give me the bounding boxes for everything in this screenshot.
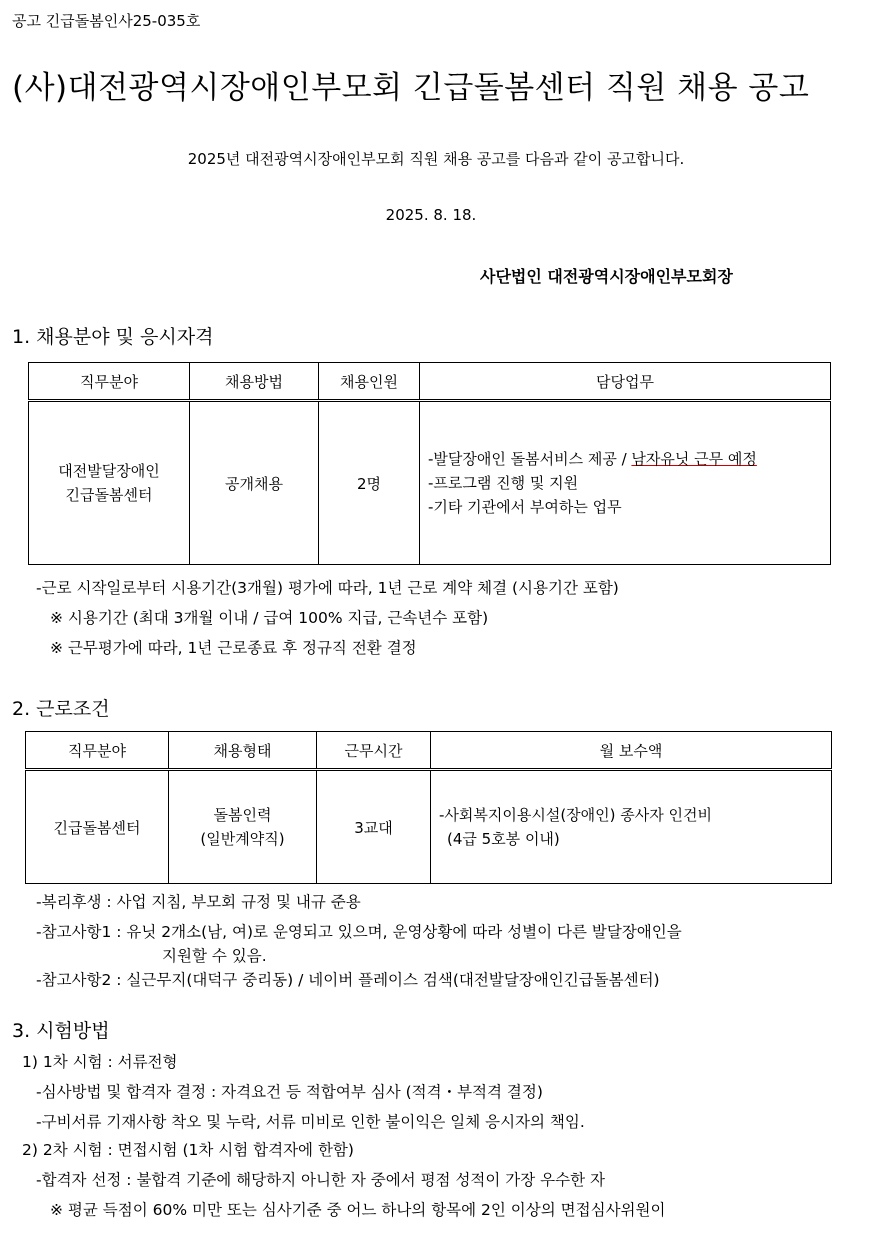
- duty-line2: -프로그램 진행 및 지원: [428, 474, 579, 492]
- duty1-emphasis: 남자유닛 근무 예정: [631, 450, 757, 468]
- count-cell: 2명: [319, 401, 420, 565]
- note-welfare: -복리후생 : 사업 지침, 부모회 규정 및 내규 준용: [36, 893, 361, 911]
- header-duty: 담당업무: [420, 363, 831, 401]
- note-conversion: ※ 근무평가에 따라, 1년 근로종료 후 정규직 전환 결정: [50, 639, 417, 657]
- exam1-method: -심사방법 및 합격자 결정 : 자격요건 등 적합여부 심사 (적격・부적격 결정): [36, 1083, 543, 1101]
- duty1-text: -발달장애인 돌봄서비스 제공 /: [428, 450, 632, 468]
- page-title: (사)대전광역시장애인부모회 긴급돌봄센터 직원 채용 공고: [12, 70, 810, 106]
- method-cell: 공개채용: [190, 401, 319, 565]
- intro-text: 2025년 대전광역시장애인부모회 직원 채용 공고를 다음과 같이 공고합니다.: [187, 150, 685, 168]
- header-type: 채용형태: [169, 732, 317, 770]
- exam2-selection: -합격자 선정 : 불합격 기준에 해당하지 아니한 자 중에서 평점 성적이 가장 우수한 자: [36, 1171, 605, 1189]
- type-line2: (일반계약직): [200, 830, 285, 848]
- pay-line1: -사회복지이용시설(장애인) 종사자 인건비: [439, 806, 712, 824]
- note-reference2: -참고사항2 : 실근무지(대덕구 중리동) / 네이버 플레이스 검색(대전발달장애인긴급돌봄센터): [36, 971, 660, 989]
- exam2-criteria: ※ 평균 득점이 60% 미만 또는 심사기준 중 어느 하나의 항목에 2인 이상의 면접심사위원이: [50, 1201, 666, 1219]
- header-field: 직무분야: [26, 732, 169, 770]
- duty-cell: [420, 401, 831, 565]
- note-probation-detail: ※ 시용기간 (최대 3개월 이내 / 급여 100% 지급, 근속년수 포함): [50, 609, 489, 627]
- exam1-documents: -구비서류 기재사항 착오 및 누락, 서류 미비로 인한 불이익은 일체 응시자의 책임.: [36, 1113, 585, 1131]
- type-cell: [169, 770, 317, 884]
- exam2-title: 2) 2차 시험 : 면접시험 (1차 시험 합격자에 한함): [22, 1141, 354, 1159]
- field-line1: 대전발달장애인: [58, 462, 160, 480]
- section3-heading: 3. 시험방법: [12, 1020, 110, 1042]
- exam1-title: 1) 1차 시험 : 서류전형: [22, 1053, 178, 1071]
- section2-heading: 2. 근로조건: [12, 698, 110, 720]
- hours-cell: 3교대: [317, 770, 431, 884]
- notice-date: 2025. 8. 18.: [385, 206, 477, 224]
- duty-line3: -기타 기관에서 부여하는 업무: [428, 498, 622, 516]
- conditions-table: [25, 731, 832, 884]
- pay-cell: [431, 770, 832, 884]
- field-line2: 긴급돌봄센터: [65, 486, 153, 504]
- note-reference1: -참고사항1 : 유닛 2개소(남, 여)로 운영되고 있으며, 운영상황에 따라 성별이 다른 발달장애인을: [36, 923, 682, 941]
- header-hours: 근무시간: [317, 732, 431, 770]
- header-pay: 월 보수액: [431, 732, 832, 770]
- notice-number: 공고 긴급돌봄인사25-035호: [12, 12, 201, 30]
- duty-line1: [428, 447, 830, 471]
- issuer-name: 사단법인 대전광역시장애인부모회장: [480, 267, 733, 286]
- section1-heading: 1. 채용분야 및 응시자격: [12, 326, 214, 348]
- table-row: [29, 401, 831, 565]
- header-field: 직무분야: [29, 363, 190, 401]
- header-count: 채용인원: [319, 363, 420, 401]
- field-cell: [29, 401, 190, 565]
- note-reference1-cont: 지원할 수 있음.: [162, 947, 267, 965]
- note-probation: -근로 시작일로부터 시용기간(3개월) 평가에 따라, 1년 근로 계약 체결 (시용기간 포함): [36, 579, 619, 597]
- header-method: 채용방법: [190, 363, 319, 401]
- field-cell: 긴급돌봄센터: [26, 770, 169, 884]
- table-row: [26, 770, 832, 884]
- recruitment-table: [28, 362, 831, 565]
- pay-line2: (4급 5호봉 이내): [447, 830, 560, 848]
- type-line1: 돌봄인력: [213, 806, 272, 824]
